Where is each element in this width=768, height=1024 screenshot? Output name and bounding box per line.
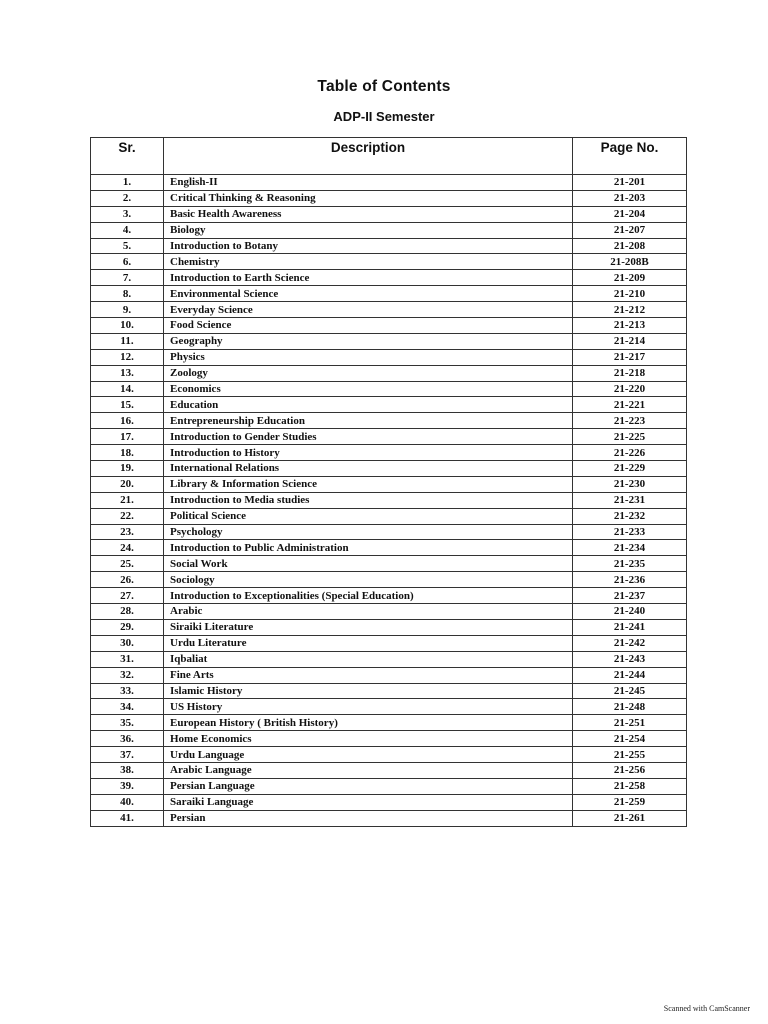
table-row [91, 762, 687, 778]
row-description: Urdu Language [164, 747, 573, 763]
row-sr: 27. [91, 588, 164, 604]
table-row [91, 429, 687, 445]
row-description: Basic Health Awareness [164, 206, 573, 222]
row-description: Introduction to Public Administration [164, 540, 573, 556]
table-row [91, 747, 687, 763]
table-row [91, 715, 687, 731]
table-header-row [91, 138, 687, 175]
row-page-number: 21-225 [573, 429, 687, 445]
row-sr: 32. [91, 667, 164, 683]
row-description: Education [164, 397, 573, 413]
table-row [91, 286, 687, 302]
table-row [91, 683, 687, 699]
row-page-number: 21-223 [573, 413, 687, 429]
row-page-number: 21-233 [573, 524, 687, 540]
row-description: Chemistry [164, 254, 573, 270]
row-page-number: 21-204 [573, 206, 687, 222]
row-page-number: 21-244 [573, 667, 687, 683]
table-row [91, 794, 687, 810]
table-row [91, 381, 687, 397]
scanner-watermark: Scanned with CamScanner [663, 1004, 750, 1013]
row-description: Sociology [164, 572, 573, 588]
row-description: Political Science [164, 508, 573, 524]
row-page-number: 21-254 [573, 731, 687, 747]
table-row [91, 524, 687, 540]
table-row [91, 667, 687, 683]
contents-table [90, 137, 687, 827]
row-page-number: 21-256 [573, 762, 687, 778]
table-row [91, 731, 687, 747]
row-sr: 3. [91, 206, 164, 222]
table-row [91, 508, 687, 524]
row-sr: 9. [91, 302, 164, 318]
row-description: Library & Information Science [164, 476, 573, 492]
row-description: Food Science [164, 318, 573, 334]
row-description: US History [164, 699, 573, 715]
row-description: Siraiki Literature [164, 619, 573, 635]
row-sr: 33. [91, 683, 164, 699]
row-description: European History ( British History) [164, 715, 573, 731]
row-page-number: 21-214 [573, 333, 687, 349]
row-description: Arabic [164, 604, 573, 620]
table-row [91, 175, 687, 191]
row-sr: 26. [91, 572, 164, 588]
row-description: Introduction to History [164, 445, 573, 461]
page-title: Table of Contents [317, 78, 451, 95]
row-sr: 28. [91, 604, 164, 620]
table-row [91, 349, 687, 365]
row-page-number: 21-259 [573, 794, 687, 810]
row-page-number: 21-230 [573, 476, 687, 492]
table-row [91, 222, 687, 238]
row-description: Biology [164, 222, 573, 238]
row-description: Entrepreneurship Education [164, 413, 573, 429]
row-description: Islamic History [164, 683, 573, 699]
row-sr: 1. [91, 175, 164, 191]
row-sr: 4. [91, 222, 164, 238]
table-row [91, 476, 687, 492]
row-page-number: 21-231 [573, 492, 687, 508]
row-page-number: 21-237 [573, 588, 687, 604]
column-header-page: Page No. [573, 138, 687, 175]
row-sr: 6. [91, 254, 164, 270]
row-description: Home Economics [164, 731, 573, 747]
table-row [91, 365, 687, 381]
row-sr: 22. [91, 508, 164, 524]
row-sr: 41. [91, 810, 164, 826]
table-row [91, 572, 687, 588]
table-row [91, 778, 687, 794]
table-row [91, 445, 687, 461]
row-sr: 11. [91, 333, 164, 349]
table-row [91, 270, 687, 286]
table-row [91, 810, 687, 826]
table-row [91, 651, 687, 667]
table-row [91, 302, 687, 318]
table-row [91, 461, 687, 477]
table-row [91, 206, 687, 222]
row-sr: 8. [91, 286, 164, 302]
row-page-number: 21-236 [573, 572, 687, 588]
row-page-number: 21-248 [573, 699, 687, 715]
row-sr: 20. [91, 476, 164, 492]
row-page-number: 21-203 [573, 190, 687, 206]
row-sr: 12. [91, 349, 164, 365]
row-sr: 39. [91, 778, 164, 794]
row-page-number: 21-241 [573, 619, 687, 635]
row-page-number: 21-245 [573, 683, 687, 699]
row-description: Physics [164, 349, 573, 365]
row-page-number: 21-209 [573, 270, 687, 286]
table-row [91, 318, 687, 334]
row-description: Introduction to Exceptionalities (Special Education) [164, 588, 573, 604]
row-description: International Relations [164, 461, 573, 477]
row-page-number: 21-226 [573, 445, 687, 461]
row-sr: 16. [91, 413, 164, 429]
row-sr: 30. [91, 635, 164, 651]
row-sr: 19. [91, 461, 164, 477]
row-page-number: 21-242 [573, 635, 687, 651]
table-row [91, 556, 687, 572]
row-description: Saraiki Language [164, 794, 573, 810]
table-row [91, 333, 687, 349]
row-description: Arabic Language [164, 762, 573, 778]
row-description: Social Work [164, 556, 573, 572]
row-sr: 14. [91, 381, 164, 397]
row-page-number: 21-258 [573, 778, 687, 794]
row-page-number: 21-240 [573, 604, 687, 620]
row-sr: 38. [91, 762, 164, 778]
row-sr: 35. [91, 715, 164, 731]
page-subtitle: ADP-II Semester [333, 109, 435, 124]
row-description: Everyday Science [164, 302, 573, 318]
table-body [91, 175, 687, 827]
row-sr: 29. [91, 619, 164, 635]
table-row [91, 254, 687, 270]
row-description: Introduction to Botany [164, 238, 573, 254]
row-description: Introduction to Media studies [164, 492, 573, 508]
row-description: Iqbaliat [164, 651, 573, 667]
row-page-number: 21-229 [573, 461, 687, 477]
table-row [91, 238, 687, 254]
row-page-number: 21-213 [573, 318, 687, 334]
row-page-number: 21-232 [573, 508, 687, 524]
row-page-number: 21-210 [573, 286, 687, 302]
table-row [91, 492, 687, 508]
table-row [91, 635, 687, 651]
row-description: Environmental Science [164, 286, 573, 302]
row-page-number: 21-217 [573, 349, 687, 365]
row-page-number: 21-207 [573, 222, 687, 238]
row-page-number: 21-212 [573, 302, 687, 318]
row-page-number: 21-208B [573, 254, 687, 270]
row-description: Geography [164, 333, 573, 349]
table-row [91, 190, 687, 206]
row-page-number: 21-221 [573, 397, 687, 413]
row-sr: 5. [91, 238, 164, 254]
row-page-number: 21-255 [573, 747, 687, 763]
row-description: Introduction to Earth Science [164, 270, 573, 286]
row-description: Zoology [164, 365, 573, 381]
table-row [91, 699, 687, 715]
row-sr: 2. [91, 190, 164, 206]
row-sr: 21. [91, 492, 164, 508]
row-description: English-II [164, 175, 573, 191]
row-sr: 18. [91, 445, 164, 461]
row-sr: 37. [91, 747, 164, 763]
row-description: Urdu Literature [164, 635, 573, 651]
row-page-number: 21-208 [573, 238, 687, 254]
row-description: Economics [164, 381, 573, 397]
row-sr: 7. [91, 270, 164, 286]
row-sr: 10. [91, 318, 164, 334]
table-row [91, 540, 687, 556]
row-sr: 40. [91, 794, 164, 810]
column-header-sr: Sr. [91, 138, 164, 175]
row-sr: 31. [91, 651, 164, 667]
row-page-number: 21-261 [573, 810, 687, 826]
row-description: Psychology [164, 524, 573, 540]
table-row [91, 397, 687, 413]
table-row [91, 604, 687, 620]
row-description: Persian [164, 810, 573, 826]
row-description: Persian Language [164, 778, 573, 794]
row-page-number: 21-201 [573, 175, 687, 191]
row-page-number: 21-235 [573, 556, 687, 572]
row-description: Fine Arts [164, 667, 573, 683]
row-page-number: 21-220 [573, 381, 687, 397]
row-page-number: 21-243 [573, 651, 687, 667]
row-description: Introduction to Gender Studies [164, 429, 573, 445]
row-description: Critical Thinking & Reasoning [164, 190, 573, 206]
row-page-number: 21-234 [573, 540, 687, 556]
row-page-number: 21-218 [573, 365, 687, 381]
row-sr: 23. [91, 524, 164, 540]
row-sr: 36. [91, 731, 164, 747]
row-sr: 25. [91, 556, 164, 572]
table-row [91, 413, 687, 429]
row-sr: 34. [91, 699, 164, 715]
table-row [91, 619, 687, 635]
row-sr: 13. [91, 365, 164, 381]
row-sr: 15. [91, 397, 164, 413]
row-page-number: 21-251 [573, 715, 687, 731]
column-header-description: Description [164, 138, 573, 175]
table-row [91, 588, 687, 604]
row-sr: 17. [91, 429, 164, 445]
row-sr: 24. [91, 540, 164, 556]
